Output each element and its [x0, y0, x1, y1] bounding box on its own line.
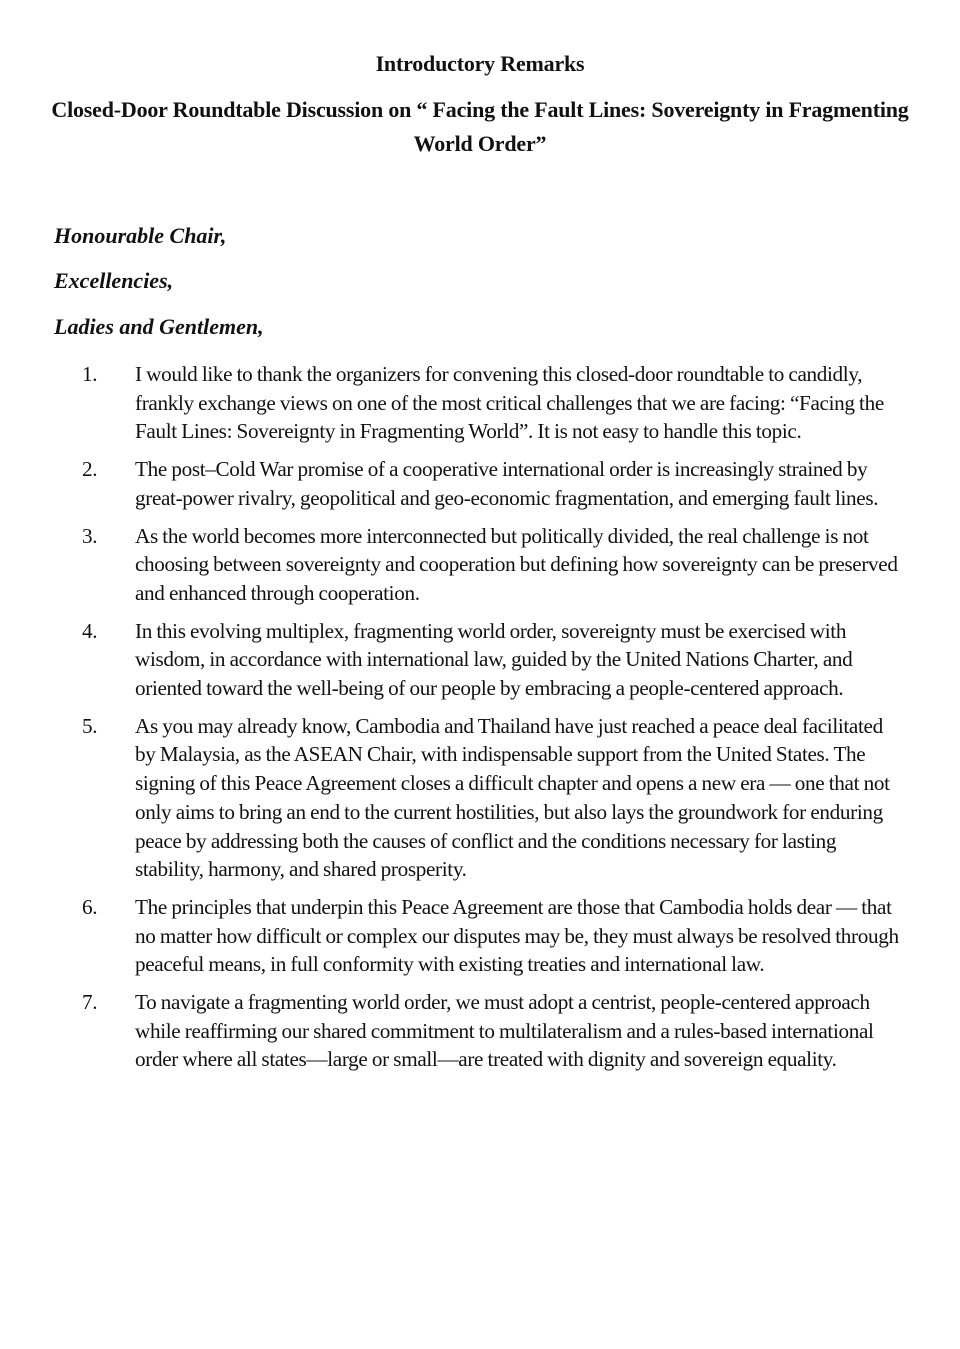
remark-number: 5. — [82, 713, 98, 738]
salutation-excellencies: Excellencies, — [54, 268, 174, 293]
remark-number: 4. — [82, 618, 98, 643]
remark-item — [0, 893, 905, 979]
remark-item — [0, 617, 905, 703]
remark-item — [0, 988, 905, 1074]
remark-item — [0, 360, 905, 446]
salutation-chair: Honourable Chair, — [54, 223, 227, 248]
document-title: Introductory Remarks — [375, 51, 585, 76]
remark-item — [0, 455, 905, 512]
remark-text: In this evolving multiplex, fragmenting world order, sovereignty must be exercised with wisdom, in accordance with international law, guided by the United Nations Charter, and oriented toward the well-being of our people by embracing a people-centered approach. — [135, 618, 853, 701]
remark-text: As you may already know, Cambodia and Thailand have just reached a peace deal facilitated by Malaysia, as the ASEAN Chair, with indispensable support from the United States. The signing of this Peace Agreement closes a difficult chapter and opens a new era — one that not only aims to bring an end to the current hostilities, but also lays the groundwork for enduring peace by addressing both the causes of conflict and the conditions necessary for lasting stability, harmony, and shared prosperity. — [135, 713, 890, 882]
document-subtitle: Closed-Door Roundtable Discussion on “ Facing the Fault Lines: Sovereignty in Fragmenting World Order” — [51, 97, 909, 156]
remark-number: 6. — [82, 894, 98, 919]
remark-number: 2. — [82, 457, 98, 482]
remark-number: 1. — [82, 362, 98, 386]
remark-text: The post–Cold War promise of a cooperative international order is increasingly strained by great-power rivalry, geopolitical and geo-economic fragmentation, and emerging fault lines. — [135, 457, 879, 510]
remark-text: I would like to thank the organizers for convening this closed-door roundtable to candidly, frankly exchange views on one of the most critical challenges that we are facing: “Facing the Fault Lines: Sovereignty in Fragmenting World”. It is not easy to handle this topic. — [135, 362, 884, 444]
salutation-ladies-gentlemen: Ladies and Gentlemen, — [54, 314, 264, 339]
remark-number: 3. — [82, 523, 98, 548]
remark-text: The principles that underpin this Peace Agreement are those that Cambodia holds dear — that no matter how difficult or complex our disputes may be, they must always be resolved through peaceful means, in full conformity with existing treaties and international law. — [135, 894, 899, 977]
remark-text: To navigate a fragmenting world order, we must adopt a centrist, people-centered approach while reaffirming our shared commitment to multilateralism and a rules-based international order where all states—large or small—are treated with dignity and sovereign equality. — [135, 990, 874, 1072]
remark-item — [0, 712, 905, 884]
remark-text: As the world becomes more interconnected but politically divided, the real challenge is not choosing between sovereignty and cooperation but defining how sovereignty can be preserved and enhanced through cooperation. — [135, 523, 898, 605]
remarks-list — [0, 360, 960, 1074]
remark-number: 7. — [82, 990, 98, 1015]
remark-item — [0, 522, 905, 608]
